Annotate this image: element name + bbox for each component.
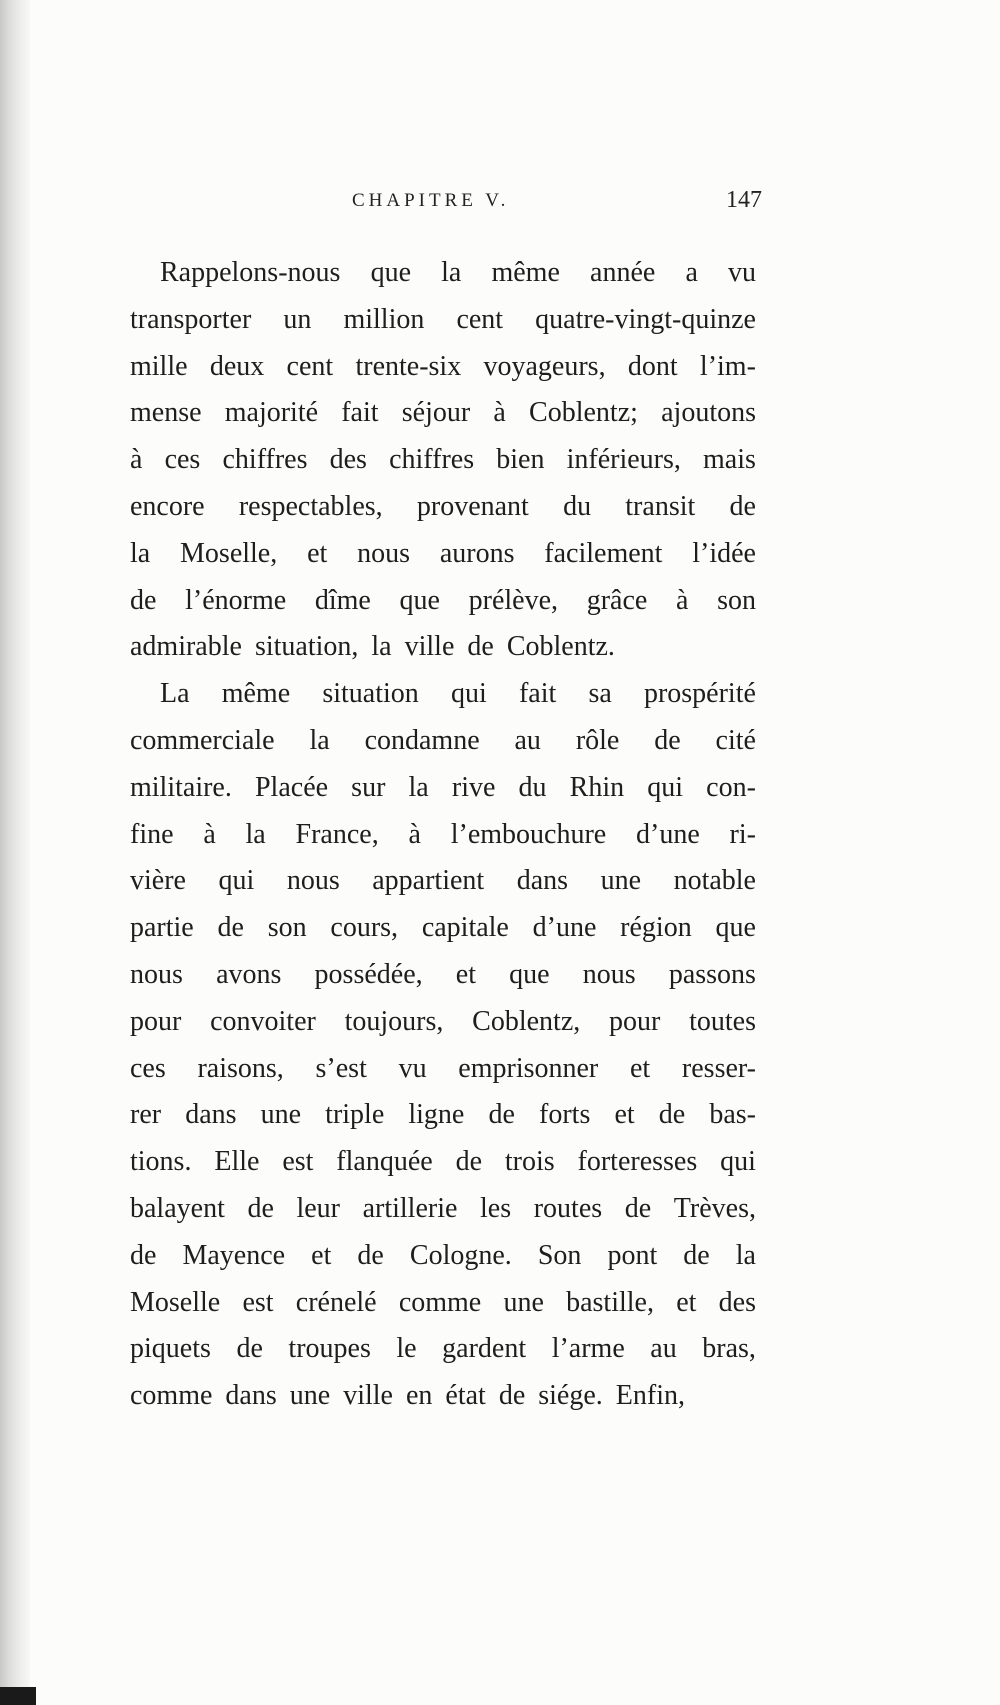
text-line: fine à la France, à l’embouchure d’une ri- xyxy=(130,818,756,850)
page-number: 147 xyxy=(726,187,762,213)
running-head xyxy=(130,187,762,220)
text-line: Moselle est crénelé comme une bastille, et des xyxy=(130,1286,756,1318)
text-line: Rappelons-nous que la même année a vu xyxy=(160,257,756,288)
text-line: comme dans une ville en état de siége. Enfin, xyxy=(130,1380,685,1412)
chapter-title: CHAPITRE V. xyxy=(352,190,510,211)
text-line: ces raisons, s’est vu emprisonner et resser- xyxy=(130,1052,756,1084)
text-line: balayent de leur artillerie les routes de Trèves, xyxy=(130,1192,756,1224)
text-line: La même situation qui fait sa prospérité xyxy=(160,678,756,710)
text-line: rer dans une triple ligne de forts et de bas- xyxy=(130,1099,756,1131)
text-line: mense majorité fait séjour à Coblentz; ajoutons xyxy=(130,397,756,429)
text-line: partie de son cours, capitale d’une région que xyxy=(130,912,756,944)
text-line: piquets de troupes le gardent l’arme au bras, xyxy=(130,1333,756,1365)
text-line: pour convoiter toujours, Coblentz, pour toutes xyxy=(130,1005,756,1037)
scan-edge-mark xyxy=(0,1687,36,1705)
body-text xyxy=(130,250,756,1420)
text-line: transporter un million cent quatre-vingt-quinze xyxy=(130,303,756,335)
text-line: encore respectables, provenant du transit de xyxy=(130,490,756,522)
text-line: de Mayence et de Cologne. Son pont de la xyxy=(130,1239,756,1271)
text-line: mille deux cent trente-six voyageurs, dont l’im- xyxy=(130,350,756,382)
text-line: nous avons possédée, et que nous passons xyxy=(130,958,756,990)
text-line: militaire. Placée sur la rive du Rhin qui con- xyxy=(130,771,756,803)
text-line: la Moselle, et nous aurons facilement l’idée xyxy=(130,537,756,569)
text-line: commerciale la condamne au rôle de cité xyxy=(130,724,756,756)
text-line: tions. Elle est flanquée de trois forteresses qui xyxy=(130,1146,756,1178)
text-line: admirable situation, la ville de Coblentz. xyxy=(130,631,615,663)
page-gutter-shadow xyxy=(0,0,30,1705)
text-line: vière qui nous appartient dans une notable xyxy=(130,865,756,897)
text-line: de l’énorme dîme que prélève, grâce à son xyxy=(130,584,756,616)
text-line: à ces chiffres des chiffres bien inférieurs, mais xyxy=(130,444,756,476)
